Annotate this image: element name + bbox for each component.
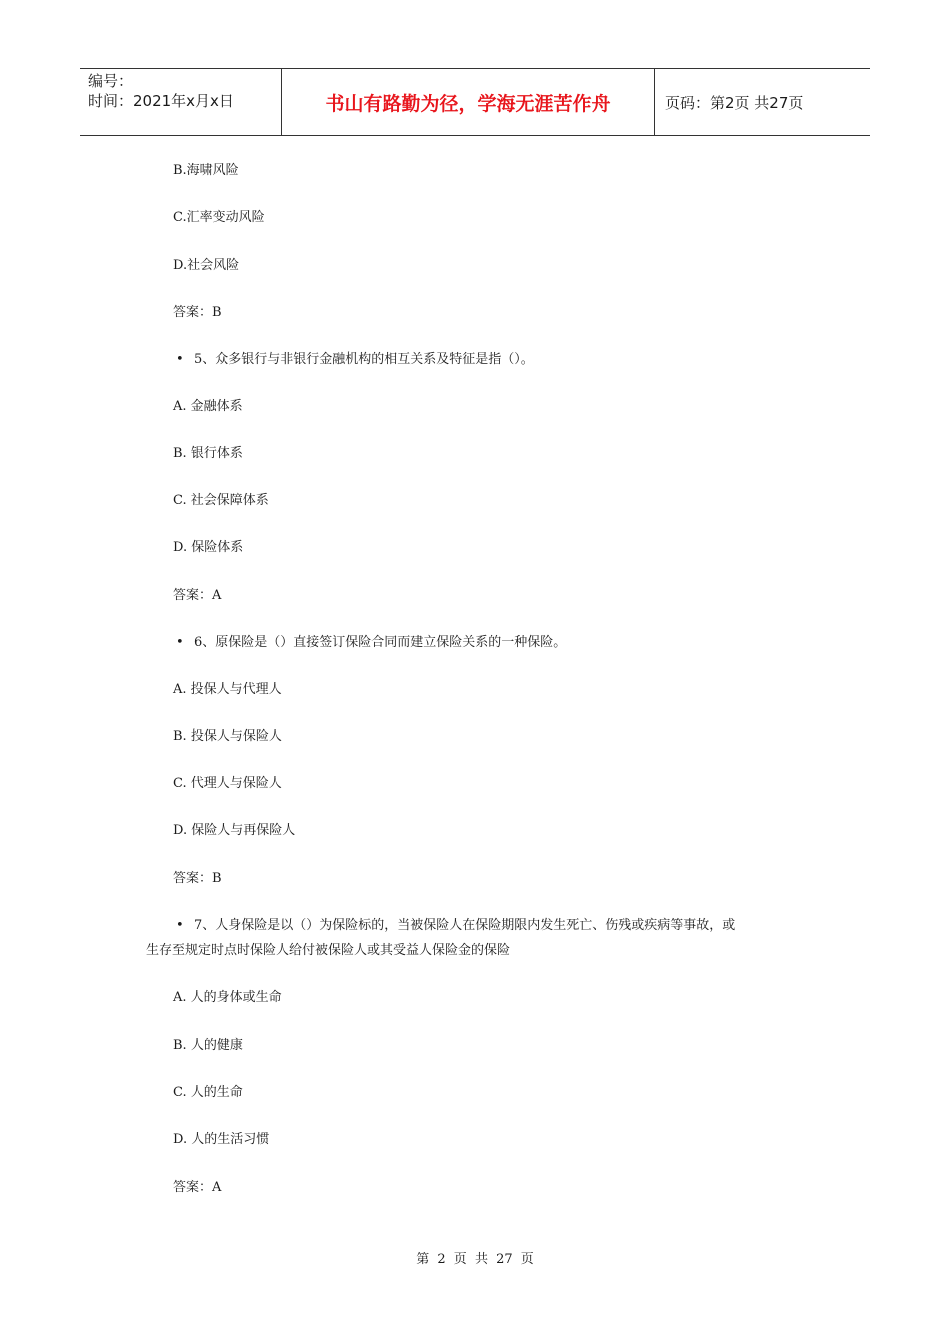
q7-option-c: C. 人的生命 — [173, 1085, 243, 1100]
footer-total-word: 共 — [474, 1252, 488, 1267]
bullet-icon: • — [176, 635, 184, 650]
q7-question — [176, 918, 735, 934]
q6-option-a: A. 投保人与代理人 — [173, 682, 282, 697]
q6-question — [176, 635, 566, 651]
footer-total-unit: 页 — [520, 1252, 534, 1267]
header-motto: 书山有路勤为径，学海无涯苦作舟 — [282, 69, 655, 135]
footer-page-number: 2 — [437, 1252, 446, 1267]
q5-option-b: B. 银行体系 — [173, 446, 243, 461]
q6-option-d: D. 保险人与再保险人 — [173, 823, 296, 838]
header-meta — [80, 69, 282, 135]
q7-option-b: B. 人的健康 — [173, 1038, 243, 1053]
q5-option-a: A. 金融体系 — [173, 399, 243, 414]
q5-option-d: D. 保险体系 — [173, 540, 244, 555]
q7-question-continued: 生存至规定时点时保险人给付被保险人或其受益人保险金的保险 — [146, 943, 511, 958]
page-footer — [0, 1248, 950, 1267]
q6-answer: 答案：B — [173, 871, 222, 886]
q4-option-d: D.社会风险 — [173, 258, 240, 273]
q7-option-d: D. 人的生活习惯 — [173, 1132, 270, 1147]
bullet-icon: • — [176, 918, 184, 933]
q7-answer: 答案：A — [173, 1180, 222, 1195]
footer-page-word: 第 — [416, 1252, 430, 1267]
q6-option-c: C. 代理人与保险人 — [173, 776, 282, 791]
footer-total-number: 27 — [496, 1252, 513, 1267]
q5-question-text: 5、众多银行与非银行金融机构的相互关系及特征是指（）。 — [194, 352, 534, 367]
q6-option-b: B. 投保人与保险人 — [173, 729, 282, 744]
q7-option-a: A. 人的身体或生命 — [173, 990, 282, 1005]
q5-answer: 答案：A — [173, 588, 222, 603]
q5-question — [176, 352, 534, 368]
footer-page-unit: 页 — [453, 1252, 467, 1267]
header-page-info: 页码：第2页 共27页 — [665, 93, 804, 112]
bullet-icon: • — [176, 352, 184, 367]
q5-option-c: C. 社会保障体系 — [173, 493, 269, 508]
time-label: 时间：2021年x月x日 — [88, 92, 234, 110]
number-label: 编号： — [88, 72, 134, 90]
q4-option-c: C.汇率变动风险 — [173, 210, 265, 225]
q4-option-b: B.海啸风险 — [173, 163, 239, 178]
q6-question-text: 6、原保险是（）直接签订保险合同而建立保险关系的一种保险。 — [194, 635, 567, 650]
page-header — [80, 68, 870, 136]
q7-question-text: 7、人身保险是以（）为保险标的，当被保险人在保险期限内发生死亡、伤残或疾病等事故，或 — [194, 918, 736, 933]
q4-answer: 答案：B — [173, 305, 222, 320]
